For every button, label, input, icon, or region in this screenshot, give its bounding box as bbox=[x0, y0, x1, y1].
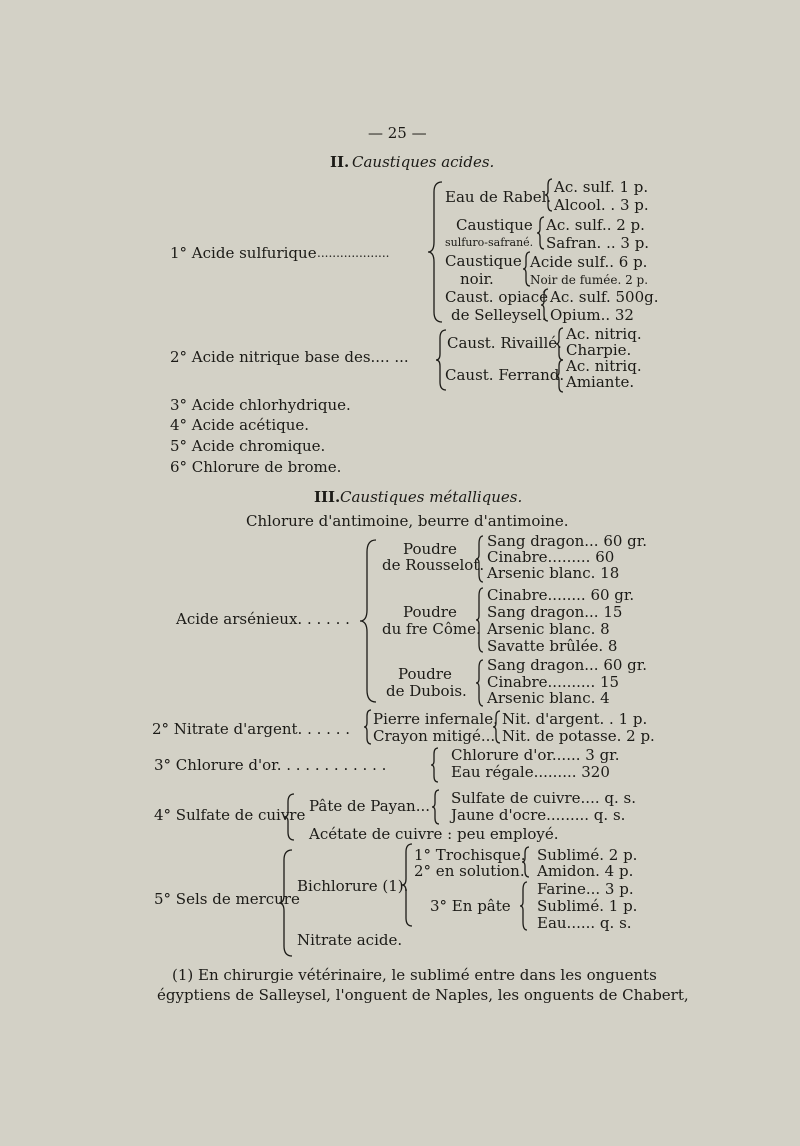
come-brace bbox=[477, 588, 485, 652]
dubois-line-2: Cinabre.......... 15 bbox=[487, 673, 620, 691]
eau-de-rabel: Eau de Rabel. bbox=[445, 188, 552, 206]
nitrate-acide: Nitrate acide. bbox=[297, 931, 403, 949]
rousselot-line-2: Cinabre......... 60 bbox=[487, 548, 615, 566]
come-line-3: Arsenic blanc. 8 bbox=[487, 620, 610, 638]
safrane-line-2: Safran. .. 3 p. bbox=[546, 234, 650, 252]
opiace-line-2: Opium.. 32 bbox=[550, 306, 634, 324]
chlorure-antimoine: Chlorure d'antimoine, beurre d'antimoine. bbox=[246, 512, 569, 530]
item-acide-chromique: 5° Acide chromique. bbox=[170, 437, 326, 455]
caust-rivaille: Caust. Rivaillé. bbox=[447, 334, 562, 352]
trochisque-brace bbox=[523, 847, 531, 877]
poudre-dubois-1: Poudre bbox=[398, 665, 452, 683]
page-number: — 25 — bbox=[368, 124, 427, 142]
rabel-line-2: Alcool. . 3 p. bbox=[554, 196, 649, 214]
poudre-rousselot-1: Poudre bbox=[403, 540, 457, 558]
mercure-brace bbox=[282, 850, 294, 956]
dubois-line-3: Arsenic blanc. 4 bbox=[487, 689, 610, 707]
item-acide-acetique: 4° Acide acétique. bbox=[170, 416, 310, 434]
en-solution: 2° en solution. bbox=[414, 862, 525, 880]
acetate-de-cuivre: Acétate de cuivre : peu employé. bbox=[309, 825, 559, 843]
nitrate-argent-label: 2° Nitrate d'argent. . . . . . bbox=[152, 720, 351, 738]
trochisque-line-1: Sublimé. 2 p. bbox=[537, 846, 638, 864]
safrane-line-1: Ac. sulf.. 2 p. bbox=[546, 216, 645, 234]
pate-line-2: Sublimé. 1 p. bbox=[537, 897, 638, 915]
come-line-2: Sang dragon... 15 bbox=[487, 603, 623, 621]
or-brace bbox=[432, 748, 440, 782]
section-3-title: Caustiques métalliques. bbox=[340, 488, 523, 506]
nitrate-line-2: Nit. de potasse. 2 p. bbox=[502, 727, 655, 745]
bichlorure: Bichlorure (1). bbox=[297, 877, 409, 895]
rousselot-brace bbox=[477, 536, 485, 582]
pate-line-1: Farine... 3 p. bbox=[537, 880, 634, 898]
dubois-brace bbox=[477, 660, 485, 706]
caustique-noir-1: Caustique bbox=[445, 252, 522, 270]
rousselot-line-1: Sang dragon... 60 gr. bbox=[487, 532, 648, 550]
pate-de-payan: Pâte de Payan... bbox=[309, 797, 431, 815]
acide-sulfurique-leader: ................... bbox=[317, 246, 390, 260]
cuivre-brace bbox=[286, 794, 296, 840]
safrane-brace bbox=[538, 217, 546, 249]
caust-ferrand: Caust. Ferrand. bbox=[445, 366, 565, 384]
ferrand-line-2: Amiante. bbox=[566, 373, 635, 391]
ferrand-brace bbox=[557, 360, 565, 392]
nitrate-inner-brace bbox=[494, 711, 502, 743]
acide-sulfurique-label: 1° Acide sulfurique bbox=[170, 244, 317, 262]
nitrate-line-1: Nit. d'argent. . 1 p. bbox=[502, 710, 648, 728]
pierre-infernale: Pierre infernale. bbox=[373, 710, 498, 728]
caustique-noir-2: noir. bbox=[460, 270, 494, 288]
rivaille-brace bbox=[557, 328, 565, 360]
en-pate: 3° En pâte bbox=[430, 897, 511, 915]
sels-mercure-label: 5° Sels de mercure bbox=[154, 890, 300, 908]
rabel-brace bbox=[546, 179, 554, 211]
rivaille-line-2: Charpie. bbox=[566, 341, 632, 359]
opiace-brace bbox=[542, 289, 550, 321]
item-chlorure-de-brome: 6° Chlorure de brome. bbox=[170, 458, 342, 476]
payan-line-2: Jaune d'ocre......... q. s. bbox=[451, 806, 626, 824]
trochisque: 1° Trochisque. bbox=[414, 846, 526, 864]
poudre-come-1: Poudre bbox=[403, 603, 457, 621]
rabel-line-1: Ac. sulf. 1 p. bbox=[554, 178, 649, 196]
sulfate-cuivre-label: 4° Sulfate de cuivre bbox=[154, 806, 306, 824]
come-line-1: Cinabre........ 60 gr. bbox=[487, 586, 635, 604]
nitrate-brace bbox=[365, 710, 373, 744]
come-line-4: Savatte brûlée. 8 bbox=[487, 637, 618, 655]
noir-line-2: Noir de fumée. 2 p. bbox=[530, 273, 649, 287]
dubois-line-1: Sang dragon... 60 gr. bbox=[487, 656, 648, 674]
footnote-line-1: (1) En chirurgie vétérinaire, le sublimé entre dans les onguents bbox=[172, 966, 657, 984]
caust-opiace-1: Caust. opiacé bbox=[445, 288, 548, 306]
pate-line-3: Eau...... q. s. bbox=[537, 914, 632, 932]
caustique-safrane-1: Caustique bbox=[456, 216, 533, 234]
crayon-mitige: Crayon mitigé... bbox=[373, 727, 496, 745]
item-acide-chlorhydrique: 3° Acide chlorhydrique. bbox=[170, 396, 351, 414]
rousselot-line-3: Arsenic blanc. 18 bbox=[487, 564, 620, 582]
ferrand-line-1: Ac. nitriq. bbox=[566, 357, 642, 375]
chlorure-or-label: 3° Chlorure d'or. . . . . . . . . . . . bbox=[154, 756, 387, 774]
rivaille-line-1: Ac. nitriq. bbox=[566, 325, 642, 343]
caustique-safrane-2: sulfuro-safrané. bbox=[445, 236, 534, 249]
footnote-line-2: égyptiens de Salleysel, l'onguent de Naples, les onguents de Chabert, bbox=[157, 986, 689, 1004]
section-2-number: II. bbox=[330, 153, 350, 171]
bichlorure-brace bbox=[404, 844, 414, 926]
poudre-rousselot-2: de Rousselot. bbox=[382, 556, 485, 574]
poudre-dubois-2: de Dubois. bbox=[386, 682, 467, 700]
pate-brace bbox=[521, 882, 529, 930]
trochisque-line-2: Amidon. 4 p. bbox=[537, 862, 634, 880]
acide-arsenieux-label: Acide arsénieux. . . . . . bbox=[176, 610, 350, 628]
caust-opiace-2: de Selleysel. bbox=[451, 306, 547, 324]
section-2-title: Caustiques acides. bbox=[352, 153, 495, 171]
arsenieux-brace bbox=[364, 540, 378, 702]
payan-line-1: Sulfate de cuivre.... q. s. bbox=[451, 789, 636, 807]
poudre-come-2: du fre Côme. bbox=[382, 620, 481, 638]
sulfurique-brace bbox=[432, 182, 444, 322]
or-line-2: Eau régale......... 320 bbox=[451, 763, 610, 781]
noir-line-1: Acide sulf.. 6 p. bbox=[530, 253, 648, 271]
opiace-line-1: Ac. sulf. 500g. bbox=[550, 288, 659, 306]
payan-brace bbox=[433, 790, 441, 824]
section-3-number: III. bbox=[314, 488, 341, 506]
acide-nitrique-label: 2° Acide nitrique base des.... ... bbox=[170, 348, 409, 366]
or-line-1: Chlorure d'or...... 3 gr. bbox=[451, 746, 620, 764]
